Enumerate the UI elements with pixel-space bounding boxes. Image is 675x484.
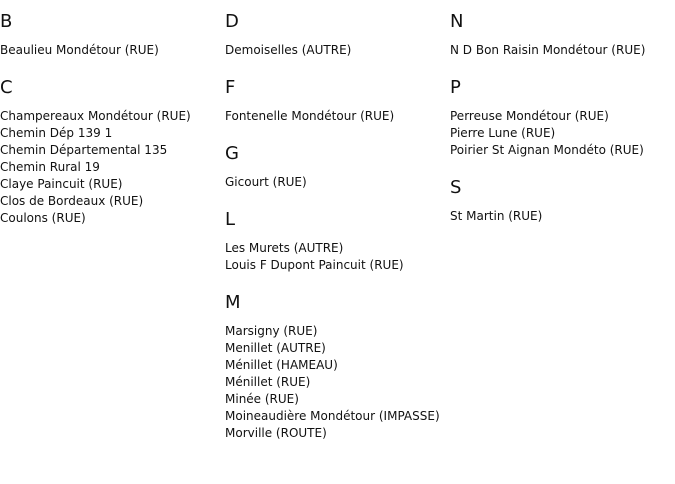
street-link[interactable]: Claye Paincuit (RUE) [0, 177, 123, 191]
list-item [0, 142, 225, 159]
street-list [225, 323, 450, 442]
letter-group [225, 76, 450, 125]
list-item [450, 208, 675, 225]
list-item [0, 176, 225, 193]
street-link[interactable]: Menillet (AUTRE) [225, 341, 326, 355]
street-link[interactable]: Louis F Dupont Paincuit (RUE) [225, 258, 404, 272]
street-link[interactable]: Ménillet (RUE) [225, 375, 311, 389]
letter-group [0, 76, 225, 227]
street-list [225, 174, 450, 191]
street-link[interactable]: St Martin (RUE) [450, 209, 543, 223]
letter-group [450, 176, 675, 225]
street-link[interactable]: Moineaudière Mondétour (IMPASSE) [225, 409, 440, 423]
street-link[interactable]: Fontenelle Mondétour (RUE) [225, 109, 395, 123]
list-item [450, 125, 675, 142]
street-link[interactable]: Marsigny (RUE) [225, 324, 318, 338]
list-item [0, 193, 225, 210]
street-list [225, 108, 450, 125]
street-list [450, 42, 675, 59]
list-item [450, 42, 675, 59]
letter-group [450, 76, 675, 159]
letter-heading: P [450, 77, 461, 98]
street-link[interactable]: Champereaux Mondétour (RUE) [0, 109, 191, 123]
street-link[interactable]: Les Murets (AUTRE) [225, 241, 344, 255]
list-item [0, 210, 225, 227]
list-item [225, 408, 450, 425]
letter-heading: G [225, 143, 239, 164]
street-link[interactable]: Pierre Lune (RUE) [450, 126, 556, 140]
letter-heading: N [450, 11, 464, 32]
letter-heading: L [225, 209, 236, 230]
letter-heading: B [0, 11, 13, 32]
street-link[interactable]: Chemin Départemental 135 [0, 143, 168, 157]
index-column [0, 10, 225, 244]
street-link[interactable]: Ménillet (HAMEAU) [225, 358, 338, 372]
list-item [225, 425, 450, 442]
street-link[interactable]: Poirier St Aignan Mondéto (RUE) [450, 143, 644, 157]
list-item [225, 42, 450, 59]
letter-group [225, 208, 450, 274]
letter-group [225, 10, 450, 59]
street-link[interactable]: Demoiselles (AUTRE) [225, 43, 352, 57]
street-link[interactable]: Beaulieu Mondétour (RUE) [0, 43, 159, 57]
street-list [0, 42, 225, 59]
street-list [225, 240, 450, 274]
list-item [450, 108, 675, 125]
list-item [0, 159, 225, 176]
list-item [225, 240, 450, 257]
list-item [225, 391, 450, 408]
street-link[interactable]: Perreuse Mondétour (RUE) [450, 109, 609, 123]
letter-group [0, 10, 225, 59]
letter-heading: S [450, 177, 462, 198]
list-item [225, 374, 450, 391]
letter-heading: M [225, 292, 241, 313]
street-list [450, 208, 675, 225]
list-item [225, 323, 450, 340]
street-link[interactable]: Clos de Bordeaux (RUE) [0, 194, 144, 208]
list-item [225, 174, 450, 191]
street-link[interactable]: Morville (ROUTE) [225, 426, 327, 440]
index-column [225, 10, 450, 459]
list-item [225, 257, 450, 274]
street-link[interactable]: Chemin Rural 19 [0, 160, 100, 174]
street-list [450, 108, 675, 159]
letter-heading: F [225, 77, 236, 98]
list-item [225, 340, 450, 357]
street-list [225, 42, 450, 59]
street-link[interactable]: Minée (RUE) [225, 392, 299, 406]
letter-heading: C [0, 77, 13, 98]
street-link[interactable]: Coulons (RUE) [0, 211, 86, 225]
street-list [0, 108, 225, 227]
list-item [225, 108, 450, 125]
letter-group [225, 142, 450, 191]
list-item [0, 108, 225, 125]
list-item [225, 357, 450, 374]
list-item [0, 42, 225, 59]
index-column [450, 10, 675, 242]
list-item [450, 142, 675, 159]
list-item [0, 125, 225, 142]
street-link[interactable]: Chemin Dép 139 1 [0, 126, 113, 140]
letter-group [225, 291, 450, 442]
letter-heading: D [225, 11, 239, 32]
street-link[interactable]: Gicourt (RUE) [225, 175, 307, 189]
street-link[interactable]: N D Bon Raisin Mondétour (RUE) [450, 43, 646, 57]
letter-group [450, 10, 675, 59]
